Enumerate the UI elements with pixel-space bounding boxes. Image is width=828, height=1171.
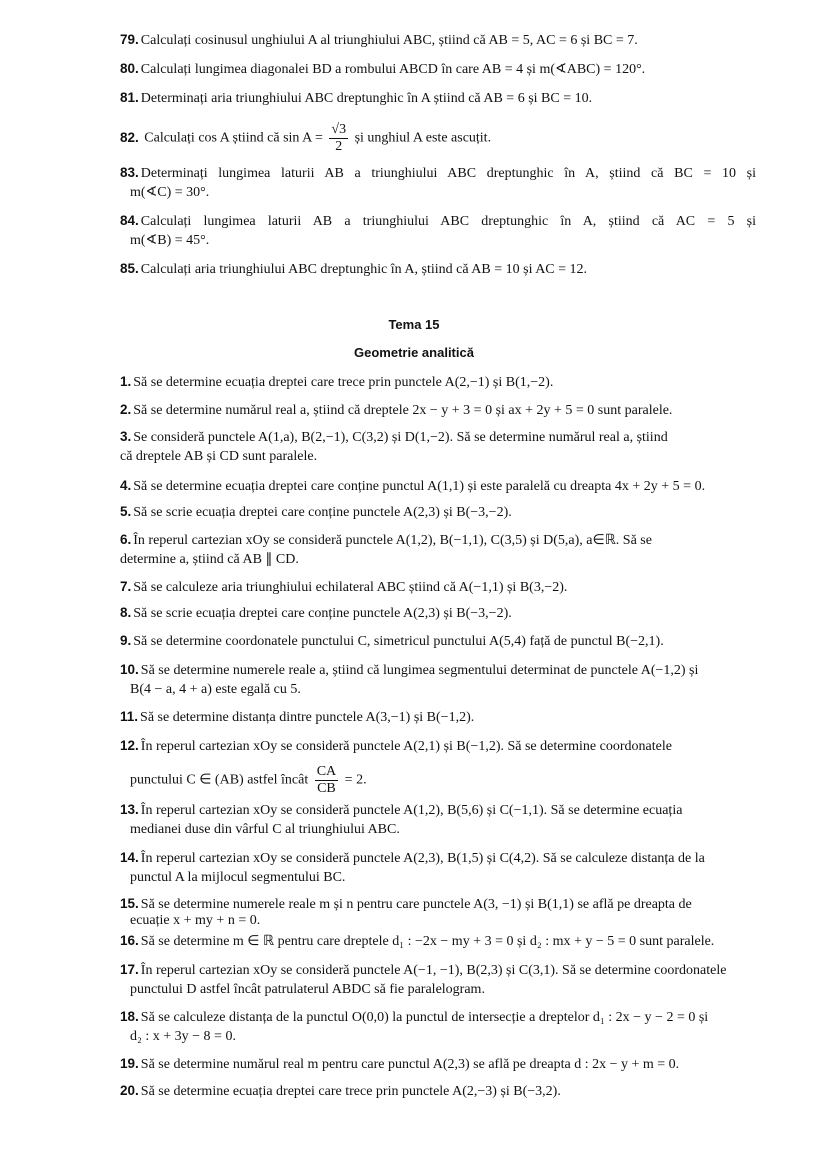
exercise-7 [120,577,756,597]
exercise-18 [120,1007,756,1047]
exercise-line [120,163,756,183]
denominator: 2 [335,139,343,154]
exercise-line [120,960,756,980]
exercise-number: 12. [120,738,139,753]
exercise-line [120,30,756,50]
exercise-number: 83. [120,165,139,180]
exercise-line [120,895,756,912]
exercise-line [120,372,756,392]
exercise-text: punctul A la mijlocul segmentului BC. [130,870,346,885]
exercise-13 [120,800,756,840]
exercise-line [120,1027,756,1047]
exercise-81 [120,88,756,108]
exercise-17 [120,960,756,1000]
exercise-83 [120,163,756,203]
exercise-14 [120,848,756,888]
exercise-line [120,577,756,597]
exercise-text: Să se scrie ecuația dreptei care conține punctele A(2,3) și B(−3,−2). [133,606,512,621]
exercise-text: punctului C ∈ (AB) astfel încât [130,772,309,788]
exercise-line [120,660,756,680]
exercise-8 [120,603,756,623]
exercise-79 [120,30,756,50]
exercise-text: Calculați lungimea laturii AB a triunghiului ABC dreptunghic în A, știind că AC = 5 și [140,214,756,229]
exercise-text: Să se determine numerele reale a, știind că lungimea segmentului determinat de punctele A(−1,2) și [140,663,699,678]
exercise-text: medianei duse din vârful C al triunghiului ABC. [130,822,400,837]
exercise-text: B(4 − a, 4 + a) este egală cu 5. [130,682,301,697]
exercise-line [120,259,756,279]
exercise-number: 9. [120,633,132,648]
exercise-text: Să se determine numărul real a, știind că dreptele 2x − y + 3 = 0 și ax + 2y + 5 = 0 sunt paralele. [133,403,673,418]
exercise-line [120,1007,756,1027]
exercise-text: În reperul cartezian xOy se consideră punctele A(1,2), B(−1,1), C(3,5) și D(5,a), a∈ℝ. Să se [133,533,652,548]
exercise-number: 14. [120,850,139,865]
exercise-number: 7. [120,579,132,594]
exercise-number: 79. [120,32,139,47]
exercise-20 [120,1081,756,1101]
exercise-4 [120,476,756,496]
exercise-text: Să se determine distanța dintre punctele A(3,−1) și B(−1,2). [140,710,475,725]
exercise-text: Să se determine numărul real m pentru care punctul A(2,3) se află pe dreapta d : 2x − y + m = 0. [140,1057,680,1072]
exercise-number: 84. [120,213,139,228]
exercise-85 [120,259,756,279]
exercise-text: În reperul cartezian xOy se consideră punctele A(2,3), B(1,5) și C(4,2). Să se calculeze distanța de la [140,851,705,866]
exercise-number: 2. [120,402,132,417]
exercise-line [120,476,756,496]
exercise-text: Să se determine ecuația dreptei care trece prin punctele A(2,−3) și B(−3,2). [140,1084,561,1099]
section-subtitle: Geometrie analitică [354,345,474,360]
exercise-text: În reperul cartezian xOy se consideră punctele A(−1, −1), B(2,3) și C(3,1). Să se determine coordonatele [140,963,727,978]
exercise-line [120,1081,756,1101]
exercise-number: 1. [120,374,132,389]
exercise-number: 19. [120,1056,139,1071]
denominator: CB [317,781,336,796]
exercise-line [120,631,756,651]
exercise-text: Să se determine coordonatele punctului C, simetricul punctului A(5,4) față de punctul B(−2,1). [133,634,664,649]
exercise-text: Să se determine ecuația dreptei care conține punctul A(1,1) și este paralelă cu dreapta 4x + 2y + 5 = 0. [133,479,706,494]
numerator: CA [316,764,337,779]
exercise-number: 6. [120,532,132,547]
exercise-text: În reperul cartezian xOy se consideră punctele A(2,1) și B(−1,2). Să se determine coordonatele [140,739,672,754]
exercise-line [120,848,756,868]
exercise-3 [120,427,756,467]
exercise-text: Se consideră punctele A(1,a), B(2,−1), C(3,2) și D(1,−2). Să se determine numărul real a, știind [133,430,668,445]
exercise-text: că dreptele AB și CD sunt paralele. [120,449,318,464]
exercise-text: Să se determine ecuația dreptei care trece prin punctele A(2,−1) și B(1,−2). [133,375,554,390]
numerator: √3 [331,122,347,137]
exercise-number: 80. [120,61,139,76]
exercise-text: Calculați aria triunghiului ABC dreptunghic în A, știind că AB = 10 și AC = 12. [140,262,588,277]
exercise-line [120,88,756,108]
section-title: Tema 15 [388,317,440,332]
exercise-text: Determinați aria triunghiului ABC dreptunghic în A știind că AB = 6 și BC = 10. [140,91,593,106]
exercise-12 [120,736,756,797]
exercise-number: 11. [120,709,139,724]
exercise-number: 20. [120,1083,139,1098]
exercise-number: 16. [120,933,139,948]
exercise-text: Să se calculeze aria triunghiului echilateral ABC știind că A(−1,1) și B(3,−2). [133,580,568,595]
exercise-line [120,1054,756,1074]
exercise-line [120,183,756,203]
exercise-line [120,211,756,231]
exercise-line [120,980,756,1000]
exercise-number: 10. [120,662,139,677]
exercise-number: 13. [120,802,139,817]
exercise-text: m(∢C) = 30°. [130,185,210,200]
exercise-number: 4. [120,478,132,493]
exercise-text: d₂ : x + 3y − 8 = 0. [130,1029,236,1044]
exercise-text: Calculați cos A știind că sin A = [144,130,323,146]
exercise-number: 82. [120,129,139,145]
exercise-line [120,502,756,522]
exercise-line [120,603,756,623]
exercise-text: Să se determine numerele reale m și n pentru care punctele A(3, −1) și B(1,1) se află pe dreapta de [140,897,692,912]
exercise-line [120,400,756,420]
exercise-line [120,59,756,79]
exercise-line [120,931,756,951]
exercise-line [120,820,756,840]
exercise-number: 3. [120,429,132,444]
exercise-number: 5. [120,504,132,519]
exercise-number: 81. [120,90,139,105]
exercise-number: 8. [120,605,132,620]
exercise-number: 15. [120,896,139,911]
exercise-5 [120,502,756,522]
exercise-number: 85. [120,261,139,276]
exercise-text: = 2. [344,772,367,788]
exercise-text: ecuație x + my + n = 0. [130,913,261,928]
exercise-line [120,868,756,888]
exercise-line [120,707,756,727]
exercise-line [120,912,756,929]
exercise-text: punctului D astfel încât patrulaterul ABDC să fie paralelogram. [130,982,485,997]
exercise-text: Calculați lungimea diagonalei BD a rombului ABCD în care AB = 4 și m(∢ABC) = 120°. [140,62,646,77]
exercise-82 [120,122,756,155]
exercise-text: m(∢B) = 45°. [130,233,210,248]
exercise-19 [120,1054,756,1074]
exercise-number: 17. [120,962,139,977]
exercise-text: determine a, știind că AB ∥ CD. [120,552,299,567]
exercise-line [120,427,756,447]
exercise-line [120,530,756,550]
exercise-84 [120,211,756,251]
exercise-6 [120,530,756,570]
exercise-10 [120,660,756,700]
exercise-text: Calculați cosinusul unghiului A al triunghiului ABC, știind că AB = 5, AC = 6 și BC = 7. [140,33,638,48]
exercise-line [120,800,756,820]
exercise-text: Să se calculeze distanța de la punctul O(0,0) la punctul de intersecție a dreptelor d₁ : 2x − y − 2 = 0 și [140,1010,709,1025]
fraction [315,764,338,797]
exercise-text: Determinați lungimea laturii AB a triunghiului ABC dreptunghic în A, știind că BC = 10 și [140,166,756,181]
exercise-80 [120,59,756,79]
exercise-text: și unghiul A este ascuțit. [354,130,492,146]
exercise-text: Să se scrie ecuația dreptei care conține punctele A(2,3) și B(−3,−2). [133,505,512,520]
exercise-1 [120,372,756,392]
exercise-2 [120,400,756,420]
exercise-line [120,447,756,467]
exercise-11 [120,707,756,727]
exercise-15 [120,895,756,929]
exercise-line [120,550,756,570]
exercise-line [120,231,756,251]
exercise-16 [120,931,756,951]
exercise-line [120,680,756,700]
exercise-number: 18. [120,1009,139,1024]
exercise-text: În reperul cartezian xOy se consideră punctele A(1,2), B(5,6) și C(−1,1). Să se determine ecuația [140,803,683,818]
fraction [329,122,348,155]
exercise-text: Să se determine m ∈ ℝ pentru care dreptele d₁ : −2x − my + 3 = 0 și d₂ : mx + y − 5 = 0 sunt paralele. [140,934,715,949]
exercise-9 [120,631,756,651]
